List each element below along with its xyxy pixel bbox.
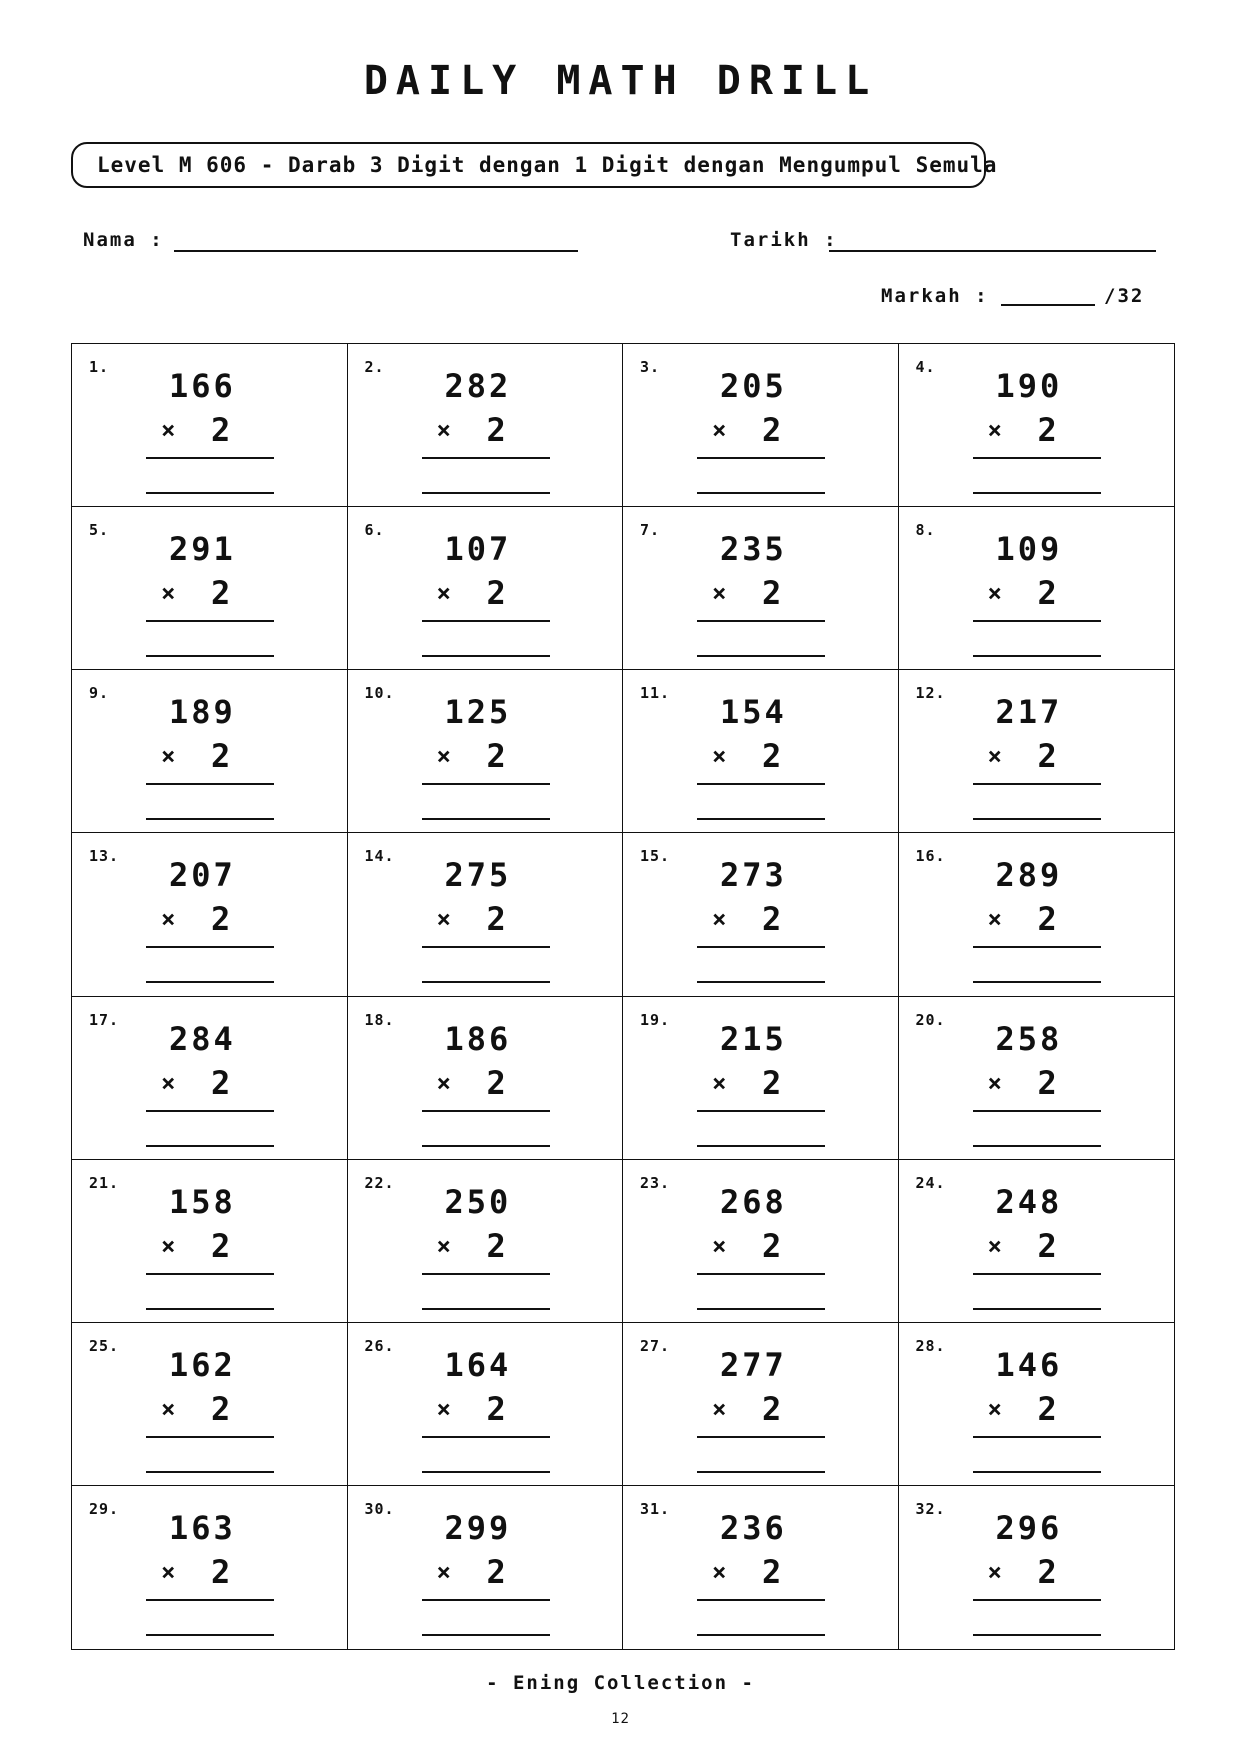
multiplicand: 164 [444, 1345, 512, 1384]
multiplicand: 205 [720, 367, 787, 405]
question-cell [72, 344, 348, 507]
question-cell [348, 1486, 624, 1649]
question-cell [623, 507, 899, 670]
multiply-sign: × [712, 1394, 727, 1423]
multiply-sign: × [161, 1068, 176, 1097]
multiplicand: 207 [169, 856, 236, 895]
question-number: 30. [364, 1499, 395, 1518]
question-cell [348, 507, 624, 670]
operation-line [422, 620, 550, 622]
multiplier: 2 [762, 900, 782, 939]
multiplier: 2 [1037, 900, 1057, 939]
operation-line [697, 620, 825, 622]
operation-line [422, 1599, 550, 1601]
answer-line[interactable] [697, 655, 825, 657]
operation-line [146, 620, 274, 622]
operation-line [146, 1599, 274, 1601]
multiply-sign: × [161, 742, 176, 771]
question-number: 7. [640, 521, 661, 540]
multiplier: 2 [211, 1552, 231, 1591]
multiplier: 2 [1037, 411, 1057, 449]
multiplier: 2 [762, 737, 782, 776]
multiplier: 2 [486, 737, 506, 776]
question-number: 12. [915, 684, 946, 703]
multiply-sign: × [436, 1394, 451, 1423]
operation-line [973, 1436, 1101, 1438]
multiply-sign: × [712, 742, 727, 771]
multiplier: 2 [762, 1389, 782, 1428]
operation-line [697, 1110, 825, 1112]
question-number: 23. [640, 1173, 671, 1192]
multiplier: 2 [486, 574, 506, 613]
multiplicand: 299 [444, 1508, 512, 1547]
answer-line[interactable] [973, 1145, 1101, 1147]
operation-line [973, 1273, 1101, 1275]
answer-line[interactable] [422, 1634, 550, 1636]
multiply-sign: × [161, 1557, 176, 1586]
question-cell [348, 1323, 624, 1486]
operation-line [697, 1273, 825, 1275]
operation-line [146, 946, 274, 948]
question-cell [348, 344, 624, 507]
multiplier: 2 [762, 1063, 782, 1102]
answer-line[interactable] [146, 492, 274, 494]
multiplier: 2 [211, 900, 231, 939]
question-cell [899, 1486, 1175, 1649]
operation-line [146, 457, 274, 459]
answer-line[interactable] [422, 1471, 550, 1473]
multiplier: 2 [1037, 574, 1057, 613]
question-number: 2. [364, 358, 385, 376]
operation-line [973, 457, 1101, 459]
multiply-sign: × [987, 1068, 1002, 1097]
question-grid [71, 343, 1175, 1650]
operation-line [697, 1599, 825, 1601]
multiply-sign: × [712, 1557, 727, 1586]
multiplier: 2 [1037, 737, 1057, 776]
question-number: 19. [640, 1010, 671, 1029]
multiplicand: 217 [995, 693, 1063, 732]
multiplicand: 125 [444, 693, 512, 732]
question-number: 24. [915, 1173, 946, 1192]
multiply-sign: × [161, 905, 176, 934]
answer-line[interactable] [422, 655, 550, 657]
multiplicand: 109 [995, 530, 1063, 569]
answer-line[interactable] [697, 1145, 825, 1147]
question-number: 27. [640, 1336, 671, 1355]
operation-line [697, 457, 825, 459]
marks-total: /32 [1104, 285, 1145, 307]
answer-line[interactable] [697, 1308, 825, 1310]
multiply-sign: × [436, 742, 451, 771]
question-cell [623, 1160, 899, 1323]
multiply-sign: × [436, 416, 451, 444]
multiply-sign: × [712, 416, 727, 444]
question-cell [348, 997, 624, 1160]
multiplier: 2 [1037, 1063, 1057, 1102]
multiplier: 2 [211, 1389, 231, 1428]
multiply-sign: × [987, 416, 1002, 444]
question-number: 29. [89, 1499, 120, 1518]
multiply-sign: × [436, 1557, 451, 1586]
question-cell [72, 670, 348, 833]
date-label: Tarikh : [730, 229, 838, 251]
multiply-sign: × [712, 579, 727, 608]
multiplier: 2 [486, 1063, 506, 1102]
marks-label: Markah : [881, 285, 989, 307]
multiplicand: 107 [444, 530, 512, 569]
multiplier: 2 [1037, 1389, 1057, 1428]
multiply-sign: × [987, 1231, 1002, 1260]
multiplicand: 248 [995, 1182, 1063, 1221]
multiplier: 2 [211, 737, 231, 776]
multiplicand: 282 [444, 367, 512, 405]
multiplicand: 146 [995, 1345, 1063, 1384]
answer-line[interactable] [973, 1308, 1101, 1310]
question-cell [623, 670, 899, 833]
multiply-sign: × [436, 905, 451, 934]
operation-line [697, 1436, 825, 1438]
multiplier: 2 [211, 1063, 231, 1102]
operation-line [422, 1273, 550, 1275]
answer-line[interactable] [697, 1634, 825, 1636]
multiply-sign: × [161, 1394, 176, 1423]
question-number: 16. [915, 847, 946, 866]
question-cell [623, 344, 899, 507]
operation-line [146, 1436, 274, 1438]
operation-line [146, 783, 274, 785]
multiply-sign: × [712, 1068, 727, 1097]
question-number: 26. [364, 1336, 395, 1355]
marks-field[interactable] [1001, 304, 1095, 306]
name-label: Nama : [83, 229, 164, 251]
question-number: 28. [915, 1336, 946, 1355]
multiplier: 2 [762, 1226, 782, 1265]
multiplicand: 277 [720, 1345, 787, 1384]
answer-line[interactable] [422, 492, 550, 494]
multiply-sign: × [712, 1231, 727, 1260]
multiplier: 2 [211, 411, 231, 449]
answer-line[interactable] [697, 981, 825, 983]
date-field[interactable] [829, 250, 1156, 252]
question-cell [623, 833, 899, 996]
question-cell [348, 670, 624, 833]
answer-line[interactable] [146, 818, 274, 820]
question-cell [72, 1486, 348, 1649]
answer-line[interactable] [146, 1308, 274, 1310]
answer-line[interactable] [422, 818, 550, 820]
multiply-sign: × [436, 1231, 451, 1260]
operation-line [422, 783, 550, 785]
question-number: 15. [640, 847, 671, 866]
multiplier: 2 [486, 1226, 506, 1265]
question-cell [348, 833, 624, 996]
question-cell [72, 1323, 348, 1486]
question-number: 31. [640, 1499, 671, 1518]
question-cell [72, 833, 348, 996]
question-number: 9. [89, 684, 110, 703]
answer-line[interactable] [697, 818, 825, 820]
answer-line[interactable] [422, 1145, 550, 1147]
multiplier: 2 [486, 411, 506, 449]
footer-credit: - Ening Collection - [486, 1672, 755, 1694]
answer-line[interactable] [973, 1634, 1101, 1636]
question-number: 1. [89, 358, 110, 376]
question-number: 3. [640, 358, 661, 376]
question-number: 10. [364, 684, 395, 703]
multiplicand: 236 [720, 1508, 787, 1547]
multiplicand: 235 [720, 530, 787, 569]
multiplier: 2 [211, 1226, 231, 1265]
answer-line[interactable] [697, 492, 825, 494]
question-cell [899, 1160, 1175, 1323]
question-number: 8. [915, 521, 936, 540]
question-cell [899, 833, 1175, 996]
multiply-sign: × [987, 1394, 1002, 1423]
question-cell [899, 344, 1175, 507]
question-cell [899, 997, 1175, 1160]
question-number: 5. [89, 521, 110, 540]
multiply-sign: × [987, 742, 1002, 771]
question-number: 17. [89, 1010, 120, 1029]
question-cell [72, 507, 348, 670]
multiplier: 2 [762, 574, 782, 613]
operation-line [697, 783, 825, 785]
answer-line[interactable] [422, 981, 550, 983]
question-number: 11. [640, 684, 671, 703]
multiplicand: 268 [720, 1182, 787, 1221]
multiplicand: 158 [169, 1182, 236, 1221]
question-cell [899, 670, 1175, 833]
multiplier: 2 [486, 1552, 506, 1591]
multiplicand: 258 [995, 1019, 1063, 1058]
multiplicand: 273 [720, 856, 787, 895]
multiplier: 2 [486, 1389, 506, 1428]
question-cell [623, 1486, 899, 1649]
operation-line [973, 1110, 1101, 1112]
question-number: 32. [915, 1499, 946, 1518]
multiplier: 2 [1037, 1552, 1057, 1591]
answer-line[interactable] [146, 1471, 274, 1473]
question-number: 25. [89, 1336, 120, 1355]
operation-line [973, 1599, 1101, 1601]
multiplicand: 250 [444, 1182, 512, 1221]
multiplicand: 166 [169, 367, 236, 405]
operation-line [973, 946, 1101, 948]
answer-line[interactable] [973, 655, 1101, 657]
multiply-sign: × [987, 1557, 1002, 1586]
answer-line[interactable] [146, 1634, 274, 1636]
operation-line [973, 620, 1101, 622]
multiply-sign: × [436, 579, 451, 608]
operation-line [697, 946, 825, 948]
question-number: 6. [364, 521, 385, 540]
multiply-sign: × [161, 416, 176, 444]
operation-line [146, 1273, 274, 1275]
multiplier: 2 [762, 411, 782, 449]
multiplier: 2 [1037, 1226, 1057, 1265]
operation-line [146, 1110, 274, 1112]
multiplicand: 154 [720, 693, 787, 732]
multiplicand: 284 [169, 1019, 236, 1058]
multiply-sign: × [987, 905, 1002, 934]
answer-line[interactable] [146, 1145, 274, 1147]
question-cell [623, 1323, 899, 1486]
question-cell [899, 507, 1175, 670]
operation-line [973, 783, 1101, 785]
question-cell [899, 1323, 1175, 1486]
multiply-sign: × [436, 1068, 451, 1097]
multiplicand: 296 [995, 1508, 1063, 1547]
multiplicand: 189 [169, 693, 236, 732]
name-field[interactable] [174, 250, 578, 252]
answer-line[interactable] [973, 818, 1101, 820]
multiplicand: 186 [444, 1019, 512, 1058]
question-cell [72, 1160, 348, 1323]
multiplicand: 190 [995, 367, 1063, 405]
page-title: DAILY MATH DRILL [363, 58, 878, 104]
question-cell [623, 997, 899, 1160]
question-number: 4. [915, 358, 936, 376]
question-number: 13. [89, 847, 120, 866]
multiply-sign: × [161, 1231, 176, 1260]
answer-line[interactable] [146, 655, 274, 657]
answer-line[interactable] [973, 981, 1101, 983]
answer-line[interactable] [146, 981, 274, 983]
question-number: 18. [364, 1010, 395, 1029]
answer-line[interactable] [422, 1308, 550, 1310]
operation-line [422, 457, 550, 459]
multiplier: 2 [211, 574, 231, 613]
multiplicand: 289 [995, 856, 1063, 895]
answer-line[interactable] [697, 1471, 825, 1473]
multiplicand: 275 [444, 856, 512, 895]
page-number: 12 [611, 1711, 630, 1727]
multiply-sign: × [712, 905, 727, 934]
question-number: 21. [89, 1173, 120, 1192]
answer-line[interactable] [973, 1471, 1101, 1473]
level-banner: Level M 606 - Darab 3 Digit dengan 1 Digit dengan Mengumpul Semula [71, 142, 986, 188]
operation-line [422, 1436, 550, 1438]
multiplicand: 162 [169, 1345, 236, 1384]
question-cell [348, 1160, 624, 1323]
multiply-sign: × [987, 579, 1002, 608]
question-number: 22. [364, 1173, 395, 1192]
question-number: 20. [915, 1010, 946, 1029]
multiplicand: 215 [720, 1019, 787, 1058]
question-cell [72, 997, 348, 1160]
operation-line [422, 946, 550, 948]
multiplicand: 291 [169, 530, 236, 569]
multiplier: 2 [762, 1552, 782, 1591]
multiplier: 2 [486, 900, 506, 939]
operation-line [422, 1110, 550, 1112]
question-number: 14. [364, 847, 395, 866]
answer-line[interactable] [973, 492, 1101, 494]
multiplicand: 163 [169, 1508, 236, 1547]
multiply-sign: × [161, 579, 176, 608]
